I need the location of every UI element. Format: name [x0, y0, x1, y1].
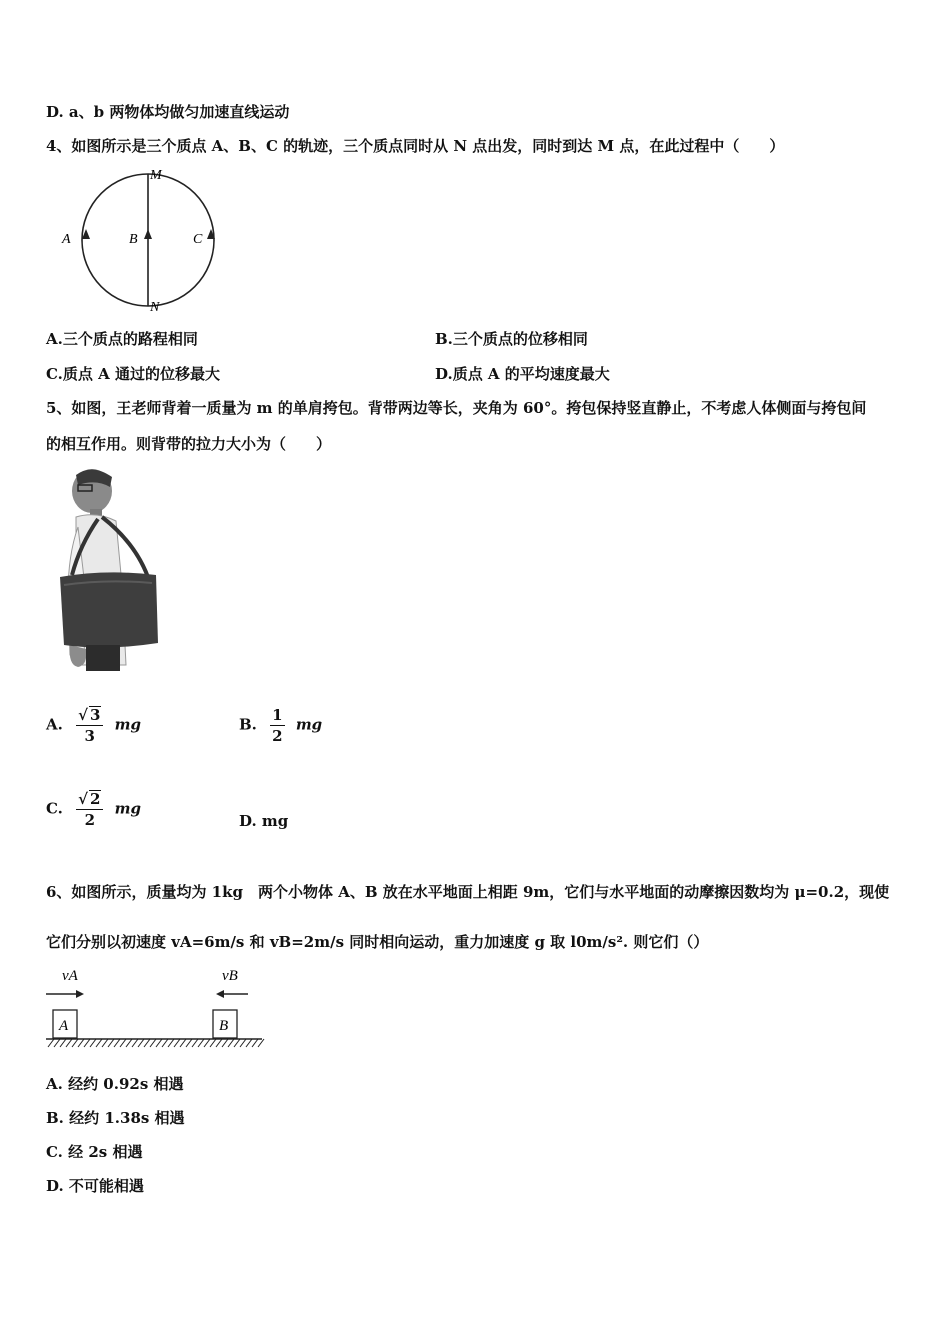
label-m: M	[150, 168, 162, 183]
ground-hatch-line	[258, 1039, 264, 1047]
label-va: vA	[62, 968, 78, 984]
ground-hatch-line	[192, 1039, 198, 1047]
ground-hatch-line	[72, 1039, 78, 1047]
q5-option-a-num: 3	[89, 706, 101, 724]
fraction-sqrt2-over-2: $\frac{√ 2}{2}$	[76, 789, 103, 830]
q5-option-b-den: 2	[272, 727, 283, 745]
q4-trajectory-figure	[40, 165, 220, 315]
q5-option-c-prefix: C.	[46, 799, 63, 818]
ground-hatch-line	[48, 1039, 54, 1047]
ground-hatch-line	[132, 1039, 138, 1047]
label-a: A	[62, 232, 71, 247]
q4-option-d: D.质点 A 的平均速度最大	[435, 365, 610, 383]
q5-option-d: D. mg	[239, 812, 289, 830]
label-b: B	[129, 232, 138, 247]
q6-option-d: D. 不可能相遇	[46, 1177, 144, 1195]
ground-hatch-line	[66, 1039, 72, 1047]
ground-hatch-line	[198, 1039, 204, 1047]
ground-hatch-line	[228, 1039, 234, 1047]
q5-stem-line1: 5、如图，王老师背着一质量为 m 的单肩挎包。背带两边等长，夹角为 60°。挎包保持竖直静止，不考虑人体侧面与挎包间	[46, 399, 867, 417]
ground-hatch-line	[102, 1039, 108, 1047]
label-c: C	[193, 232, 203, 247]
ground-hatch-line	[216, 1039, 222, 1047]
ground-hatch-line	[222, 1039, 228, 1047]
label-n: N	[150, 300, 160, 315]
q5-option-a-prefix: A.	[46, 715, 63, 734]
block-b-label: B	[219, 1018, 229, 1034]
ground-hatch-line	[210, 1039, 216, 1047]
q4-option-a: A.三个质点的路程相同	[46, 330, 198, 348]
q5-option-b-prefix: B.	[239, 715, 257, 734]
ground-hatch-line	[156, 1039, 162, 1047]
ground-hatch-line	[252, 1039, 258, 1047]
ground-hatch-line	[114, 1039, 120, 1047]
ground-hatch-line	[60, 1039, 66, 1047]
ground-hatch-line	[162, 1039, 168, 1047]
ground-hatch-line	[234, 1039, 240, 1047]
ground-hatch-line	[126, 1039, 132, 1047]
q5-option-c	[46, 789, 141, 830]
ground-hatch-line	[240, 1039, 246, 1047]
q5-option-a-unit: mg	[114, 715, 142, 734]
ground-hatch-line	[180, 1039, 186, 1047]
q5-teacher-photo	[46, 465, 166, 675]
q6-option-a: A. 经约 0.92s 相遇	[46, 1075, 184, 1093]
q5-option-b-num: 1	[272, 706, 283, 724]
q6-blocks-figure	[44, 962, 266, 1052]
q5-option-b	[239, 705, 322, 746]
q5-option-c-den: 2	[84, 811, 95, 829]
block-a-label: A	[59, 1018, 69, 1034]
ground-hatch-line	[168, 1039, 174, 1047]
q4-option-b: B.三个质点的位移相同	[435, 330, 588, 348]
q6-stem-line2: 它们分别以初速度 vA=6m/s 和 vB=2m/s 同时相向运动，重力加速度 g 取 l0m/s². 则它们（）	[46, 933, 709, 951]
q5-option-a-den: 3	[84, 727, 95, 745]
q3-option-d: D. a、b 两物体均做匀加速直线运动	[46, 103, 290, 121]
ground-hatch-line	[186, 1039, 192, 1047]
ground-hatch-line	[138, 1039, 144, 1047]
ground-hatch-line	[246, 1039, 252, 1047]
q6-stem-line1: 6、如图所示，质量均为 1kg 两个小物体 A、B 放在水平地面上相距 9m，它们与水平地面的动摩擦因数均为 μ=0.2，现使	[46, 883, 890, 901]
ground-hatch-line	[54, 1039, 60, 1047]
q5-stem-line2: 的相互作用。则背带的拉力大小为（ ）	[46, 435, 332, 453]
q4-stem: 4、如图所示是三个质点 A、B、C 的轨迹，三个质点同时从 N 点出发，同时到达 M 点，在此过程中（ ）	[46, 137, 785, 155]
ground-hatch-line	[204, 1039, 210, 1047]
ground-hatch-line	[150, 1039, 156, 1047]
q5-option-c-unit: mg	[114, 799, 142, 818]
fraction-sqrt3-over-3: $\frac{√ 3}{3}$	[76, 705, 103, 746]
ground-hatch-line	[84, 1039, 90, 1047]
ground-hatch-line	[108, 1039, 114, 1047]
arrow-left-icon	[216, 990, 224, 998]
ground-hatch-line	[144, 1039, 150, 1047]
ground-hatch-line	[120, 1039, 126, 1047]
ground-hatch-line	[96, 1039, 102, 1047]
q6-option-c: C. 经 2s 相遇	[46, 1143, 143, 1161]
q4-option-c: C.质点 A 通过的位移最大	[46, 365, 220, 383]
fraction-1-over-2	[270, 705, 284, 746]
q5-option-b-unit: mg	[295, 715, 323, 734]
q5-option-c-num: 2	[90, 790, 101, 808]
arrow-b-icon	[144, 229, 152, 239]
label-vb: vB	[222, 968, 238, 984]
q5-option-a	[46, 705, 141, 746]
arrow-right-icon	[76, 990, 84, 998]
ground-hatch-line	[78, 1039, 84, 1047]
ground-hatch-line	[90, 1039, 96, 1047]
ground-hatch-line	[174, 1039, 180, 1047]
q6-option-b: B. 经约 1.38s 相遇	[46, 1109, 185, 1127]
